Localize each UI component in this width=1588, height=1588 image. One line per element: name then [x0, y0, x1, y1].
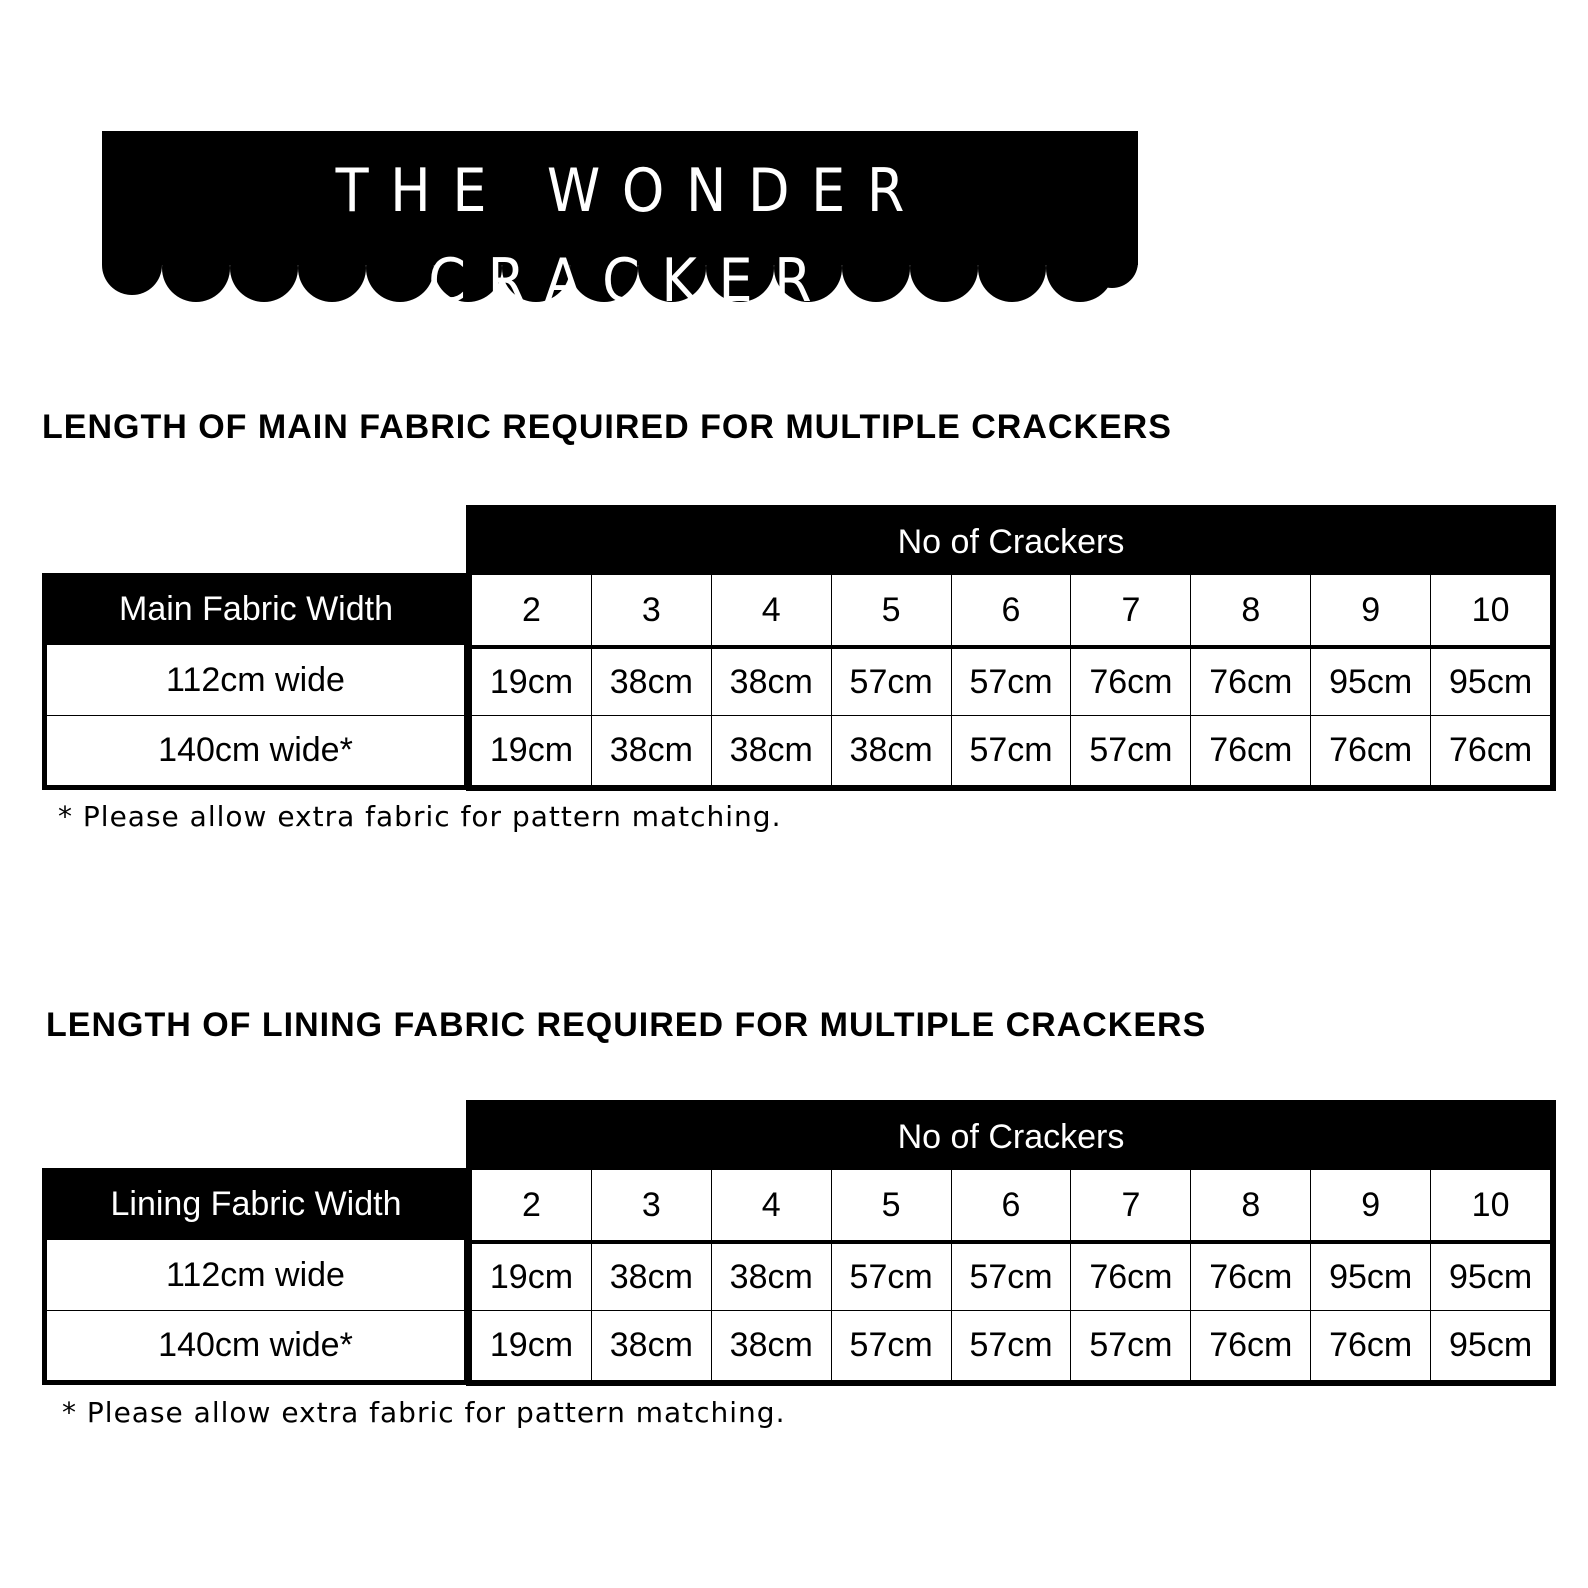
lining-column-header-row: [472, 1170, 1550, 1240]
table-cell: 38cm: [831, 716, 951, 785]
column-header: 2: [521, 590, 541, 629]
table-cell: 57cm: [831, 1311, 951, 1380]
column-header: 10: [1430, 1170, 1550, 1240]
lining-footnote: * Please allow extra fabric for pattern matching.: [62, 1396, 786, 1429]
table-cell: 19cm: [489, 662, 574, 701]
table-cell: 38cm: [591, 1244, 711, 1310]
column-header: 6: [951, 575, 1071, 645]
main-row-header: Main Fabric Width: [42, 573, 470, 645]
table-cell: 38cm: [711, 1244, 831, 1310]
main-group-header: No of Crackers: [466, 505, 1556, 575]
table-cell: 95cm: [1430, 1311, 1550, 1380]
table-cell: 76cm: [1190, 649, 1310, 715]
table-cell: 57cm: [831, 1244, 951, 1310]
table-cell: 38cm: [711, 716, 831, 785]
main-column-header-row: [472, 575, 1550, 645]
table-cell: 19cm: [489, 731, 574, 769]
table-cell: 95cm: [1430, 649, 1550, 715]
column-header: 5: [831, 575, 951, 645]
table-cell: 76cm: [1190, 1311, 1310, 1380]
row-label: 112cm wide: [166, 1255, 345, 1294]
column-header: 6: [951, 1170, 1071, 1240]
main-label-column: [42, 645, 470, 790]
table-cell: 57cm: [1070, 1311, 1190, 1380]
column-header: 2: [521, 1185, 541, 1224]
column-header: 4: [711, 575, 831, 645]
column-header: 3: [591, 1170, 711, 1240]
title-banner: [0, 0, 1588, 320]
table-row: [472, 715, 1550, 785]
table-row: [472, 1310, 1550, 1380]
table-cell: 19cm: [489, 1326, 574, 1364]
column-header: 3: [591, 575, 711, 645]
table-cell: 57cm: [951, 1311, 1071, 1380]
table-cell: 76cm: [1070, 649, 1190, 715]
table-cell: 76cm: [1430, 716, 1550, 785]
table-cell: 38cm: [711, 1311, 831, 1380]
table-cell: 95cm: [1310, 1244, 1430, 1310]
table-row: [472, 1240, 1550, 1310]
table-cell: 76cm: [1070, 1244, 1190, 1310]
banner-title: THE WONDER CRACKER: [335, 156, 927, 316]
table-cell: 57cm: [951, 716, 1071, 785]
main-section-title: LENGTH OF MAIN FABRIC REQUIRED FOR MULTIPLE CRACKERS: [42, 408, 1172, 446]
column-header: 7: [1070, 575, 1190, 645]
table-cell: 38cm: [591, 1311, 711, 1380]
table-cell: 76cm: [1190, 1244, 1310, 1310]
table-cell: 76cm: [1310, 1311, 1430, 1380]
row-label: 140cm wide*: [47, 1310, 464, 1380]
main-footnote: * Please allow extra fabric for pattern matching.: [58, 800, 782, 833]
table-cell: 57cm: [831, 649, 951, 715]
table-cell: 57cm: [951, 1244, 1071, 1310]
column-header: 8: [1190, 1170, 1310, 1240]
table-row: [472, 645, 1550, 715]
lining-label-column: [42, 1240, 470, 1385]
row-label: 112cm wide: [166, 660, 345, 699]
table-cell: 57cm: [1070, 716, 1190, 785]
column-header: 8: [1190, 575, 1310, 645]
table-cell: 76cm: [1190, 716, 1310, 785]
table-cell: 57cm: [951, 649, 1071, 715]
table-cell: 38cm: [591, 716, 711, 785]
main-data-grid: [466, 575, 1556, 791]
table-cell: 38cm: [711, 649, 831, 715]
lining-group-header: No of Crackers: [466, 1100, 1556, 1170]
table-cell: 19cm: [489, 1257, 574, 1296]
column-header: 7: [1070, 1170, 1190, 1240]
lining-row-header: Lining Fabric Width: [42, 1168, 470, 1240]
lining-data-grid: [466, 1170, 1556, 1386]
table-cell: 95cm: [1430, 1244, 1550, 1310]
column-header: 5: [831, 1170, 951, 1240]
column-header: 4: [711, 1170, 831, 1240]
table-cell: 95cm: [1310, 649, 1430, 715]
column-header: 9: [1310, 575, 1430, 645]
column-header: 10: [1430, 575, 1550, 645]
table-cell: 38cm: [591, 649, 711, 715]
table-cell: 76cm: [1310, 716, 1430, 785]
row-label: 140cm wide*: [47, 715, 464, 785]
column-header: 9: [1310, 1170, 1430, 1240]
lining-section-title: LENGTH OF LINING FABRIC REQUIRED FOR MULTIPLE CRACKERS: [46, 1006, 1207, 1044]
